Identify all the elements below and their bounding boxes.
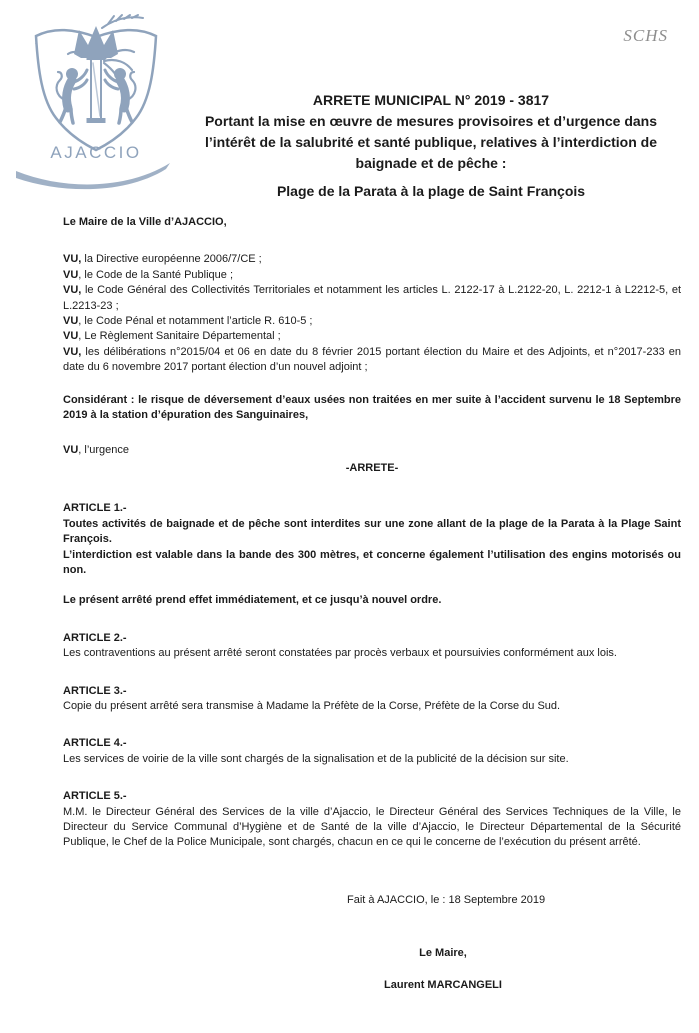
article-paragraph: Les services de voirie de la ville sont chargés de la signalisation et de la publicité de la décision sur site. [63, 752, 569, 765]
recital-prefix: VU [63, 268, 79, 281]
article-2 [63, 631, 681, 662]
article-heading: ARTICLE 2.- [63, 631, 127, 644]
service-label: SCHS [623, 26, 668, 45]
title-body-line: baignade et de pêche : [355, 155, 507, 171]
recital-text: la Directive européenne 2006/7/CE ; [81, 253, 262, 266]
recital-line [63, 329, 681, 344]
recital-line [63, 283, 681, 314]
signatory-name: Laurent MARCANGELI [384, 978, 502, 991]
logo-city-name: AJACCIO [50, 143, 142, 162]
recital-line [63, 252, 681, 267]
title-body-line: Portant la mise en œuvre de mesures provisoires et d’urgence dans [204, 113, 658, 129]
recital-text: , Le Règlement Sanitaire Départemental ; [78, 330, 281, 343]
article-5 [63, 789, 681, 851]
article-paragraph: Toutes activités de baignade et de pêche sont interdites sur une zone allant de la plage de la Parata à la Plage Saint François. [63, 517, 681, 546]
recital-line [63, 345, 681, 376]
article-paragraph: M.M. le Directeur Général des Services de la ville d’Ajaccio, le Directeur Général des Services Techniques de la Ville, le Directeur du Service Communal d’Hygiène et de Santé de la ville d’Ajaccio, le Directeur Départemental de la Sécurité Publique, le Chef de la Police Municipale, sont chargés, chacun en ce qui le concerne de l’exécution du présent arrêté. [63, 805, 681, 849]
recital-text: les délibérations n°2015/04 et 06 en date du 8 février 2015 portant élection du Maire et des Adjoints, et n°2017-233 en date du 6 novembre 2017 portant élection d’un nouvel adjoint ; [63, 345, 681, 374]
article-paragraph: Copie du présent arrêté sera transmise à Madame la Préfète de la Corse, Préfète de la Corse du Sud. [63, 699, 561, 712]
title-number-line: ARRETE MUNICIPAL N° 2019 - 3817 [312, 92, 550, 108]
recital-prefix: VU [63, 315, 79, 328]
recital-line [63, 314, 681, 329]
article-heading: ARTICLE 5.- [63, 790, 127, 803]
title-subject-line: Plage de la Parata à la plage de Saint François [276, 183, 586, 199]
considerant-paragraph: Considérant : le risque de déversement d’eaux usées non traitées en mer suite à l’accident survenu le 18 Septembre 2019 à la station d’épuration des Sanguinaires, [63, 393, 681, 422]
urgency-prefix: VU [63, 444, 79, 457]
laurel-sprig-icon [102, 15, 143, 28]
urgency-line [63, 443, 681, 458]
recital-line [63, 268, 681, 283]
swoosh-icon [16, 163, 170, 189]
article-heading: ARTICLE 3.- [63, 684, 127, 697]
article-3 [63, 684, 681, 715]
recital-text: , le Code de la Santé Publique ; [78, 268, 234, 281]
coat-of-arms-icon [16, 12, 188, 212]
signatory-title: Le Maire, [419, 947, 467, 960]
recital-prefix: VU, [63, 284, 82, 297]
recital-text: , le Code Pénal et notamment l’article R. 610-5 ; [78, 315, 313, 328]
article-paragraph: Le présent arrêté prend effet immédiatement, et ce jusqu’à nouvel ordre. [63, 594, 442, 607]
recital-prefix: VU, [63, 253, 82, 266]
article-paragraph: L’interdiction est valable dans la bande des 300 mètres, et concerne également l’utilisation des engins motorisés ou non. [63, 548, 681, 576]
ajaccio-logo [16, 12, 188, 212]
article-heading: ARTICLE 4.- [63, 737, 127, 750]
recital-text: le Code Général des Collectivités Territoriales et notamment les articles L. 2122-17 à L.2122-20, L. 2212-1 à L2212-5, et L.2213-23 ; [63, 284, 681, 312]
document-body [63, 215, 681, 993]
article-1 [63, 501, 681, 608]
urgency-text: , l’urgence [78, 444, 130, 457]
article-paragraph: Les contraventions au présent arrêté seront constatées par procès verbaux et poursuivies conformément aux lois. [63, 647, 617, 660]
article-heading: ARTICLE 1.- [63, 502, 127, 515]
title-body-line: l’intérêt de la salubrité et santé publique, relatives à l’interdiction de [204, 134, 657, 150]
recital-prefix: VU [63, 330, 79, 343]
place-date-line: Fait à AJACCIO, le : 18 Septembre 2019 [347, 893, 546, 906]
article-4 [63, 736, 681, 767]
recital-prefix: VU, [63, 345, 82, 358]
articles-section [63, 501, 681, 851]
decree-heading: -ARRETE- [345, 461, 399, 474]
opening-line: Le Maire de la Ville d’AJACCIO, [63, 216, 227, 228]
document-title [200, 90, 662, 202]
